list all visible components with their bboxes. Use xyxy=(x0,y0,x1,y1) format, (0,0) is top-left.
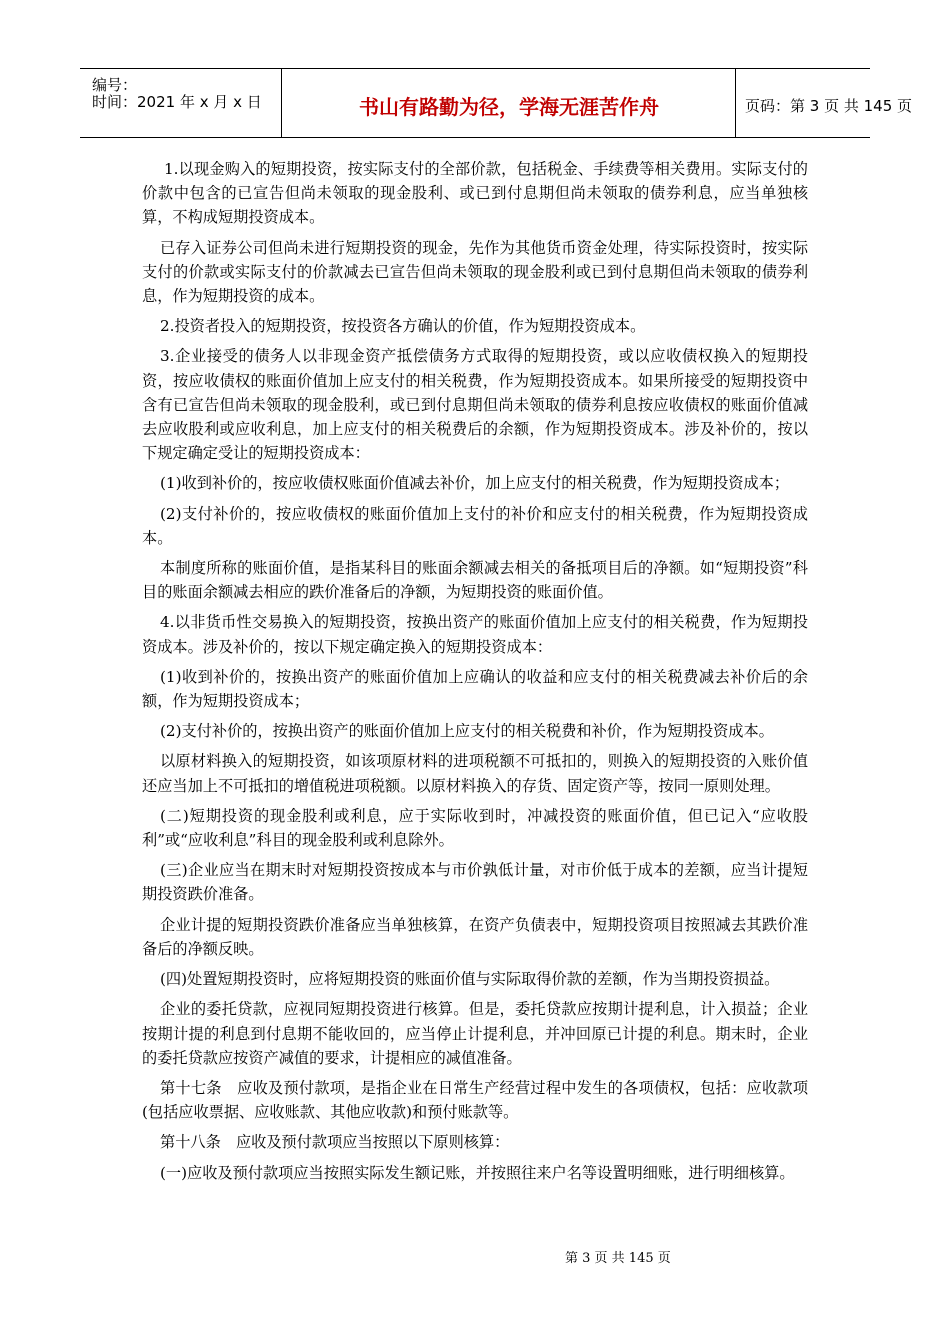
paragraph-15: (四)处置短期投资时，应将短期投资的账面价值与实际取得价款的差额，作为当期投资损益。 xyxy=(160,970,780,989)
document-body xyxy=(142,157,808,1185)
header-middle-cell xyxy=(283,69,736,137)
paragraph-17: 第十七条 应收及预付款项，是指企业在日常生产经营过程中发生的各项债权，包括：应收款项(包括应收票据、应收账款、其他应收款)和预付账款等。 xyxy=(142,1078,808,1122)
document-code-label: 编号： xyxy=(92,76,138,94)
paragraph-11: 以原材料换入的短期投资，如该项原材料的进项税额不可抵扣的，则换入的短期投资的入账价值还应当加上不可抵扣的增值税进项税额。以原材料换入的存货、固定资产等，按同一原则处理。 xyxy=(142,752,808,795)
footer-page-number: 第 3 页 共 145 页 xyxy=(565,1251,671,1266)
paragraph-2: 已存入证券公司但尚未进行短期投资的现金，先作为其他货币资金处理，待实际投资时，按实际支付的价款或实际支付的价款减去已宣告但尚未领取的现金股利或已到付息期但尚未领取的债券利息，作为短期投资的成本。 xyxy=(142,238,808,306)
paragraph-16: 企业的委托贷款，应视同短期投资进行核算。但是，委托贷款应按期计提利息，计入损益；企业按期计提的利息到付息期不能收回的，应当停止计提利息，并冲回原已计提的利息。期末时，企业的委托贷款应按资产减值的要求，计提相应的减值准备。 xyxy=(142,1000,808,1067)
paragraph-9: (1)收到补价的，按换出资产的账面价值加上应确认的收益和应支付的相关税费减去补价后的余额，作为短期投资成本； xyxy=(142,667,808,711)
paragraph-12: (二)短期投资的现金股利或利息，应于实际收到时，冲减投资的账面价值，但已记入“应收股利”或“应收利息”科目的现金股利或利息除外。 xyxy=(142,806,808,850)
paragraph-6: (2)支付补价的，按应收债权的账面价值加上支付的补价和应支付的相关税费，作为短期投资成本。 xyxy=(142,504,808,547)
paragraph-1: 1.以现金购入的短期投资，按实际支付的全部价款，包括税金、手续费等相关费用。实际支付的价款中包含的已宣告但尚未领取的现金股利、或已到付息期但尚未领取的债券利息，应当单独核算，不构成短期投资成本。 xyxy=(142,160,808,227)
paragraph-14: 企业计提的短期投资跌价准备应当单独核算，在资产负债表中，短期投资项目按照减去其跌价准备后的净额反映。 xyxy=(142,915,808,958)
paragraph-4: 3.企业接受的债务人以非现金资产抵偿债务方式取得的短期投资，或以应收债权换入的短期投资，按应收债权的账面价值加上应支付的相关税费，作为短期投资成本。如果所接受的短期投资中含有已宣告但尚未领取的现金股利，或已到付息期但尚未领取的债券利息按应收债权的账面价值减去应收股利或应收利息，加上应支付的相关税费后的余额，作为短期投资成本。涉及补价的，按以下规定确定受让的短期投资成本： xyxy=(142,347,808,463)
paragraph-3: 2.投资者投入的短期投资，按投资各方确认的价值，作为短期投资成本。 xyxy=(160,317,646,336)
paragraph-10: (2)支付补价的，按换出资产的账面价值加上应支付的相关税费和补价，作为短期投资成本。 xyxy=(160,722,774,741)
page-header xyxy=(80,68,913,138)
header-right-cell xyxy=(737,69,913,137)
header-left-cell xyxy=(80,69,282,137)
document-time-label: 时间：2021 年 x 月 x 日 xyxy=(92,93,262,111)
paragraph-19: (一)应收及预付款项应当按照实际发生额记账，并按照往来户名等设置明细账，进行明细核算。 xyxy=(160,1163,795,1182)
paragraph-13: (三)企业应当在期末时对短期投资按成本与市价孰低计量，对市价低于成本的差额，应当计提短期投资跌价准备。 xyxy=(142,861,808,904)
paragraph-18: 第十八条 应收及预付款项应当按照以下原则核算： xyxy=(160,1133,510,1152)
header-page-number: 页码：第 3 页 共 145 页 xyxy=(745,97,913,115)
paragraph-7: 本制度所称的账面价值，是指某科目的账面余额减去相关的备抵项目后的净额。如“短期投资”科目的账面余额减去相应的跌价准备后的净额，为短期投资的账面价值。 xyxy=(142,559,808,602)
header-motto: 书山有路勤为径，学海无涯苦作舟 xyxy=(359,95,659,119)
paragraph-8: 4.以非货币性交易换入的短期投资，按换出资产的账面价值加上应支付的相关税费，作为短期投资成本。涉及补价的，按以下规定确定换入的短期投资成本： xyxy=(142,613,808,656)
paragraph-5: (1)收到补价的，按应收债权账面价值减去补价，加上应支付的相关税费，作为短期投资成本； xyxy=(160,474,790,493)
